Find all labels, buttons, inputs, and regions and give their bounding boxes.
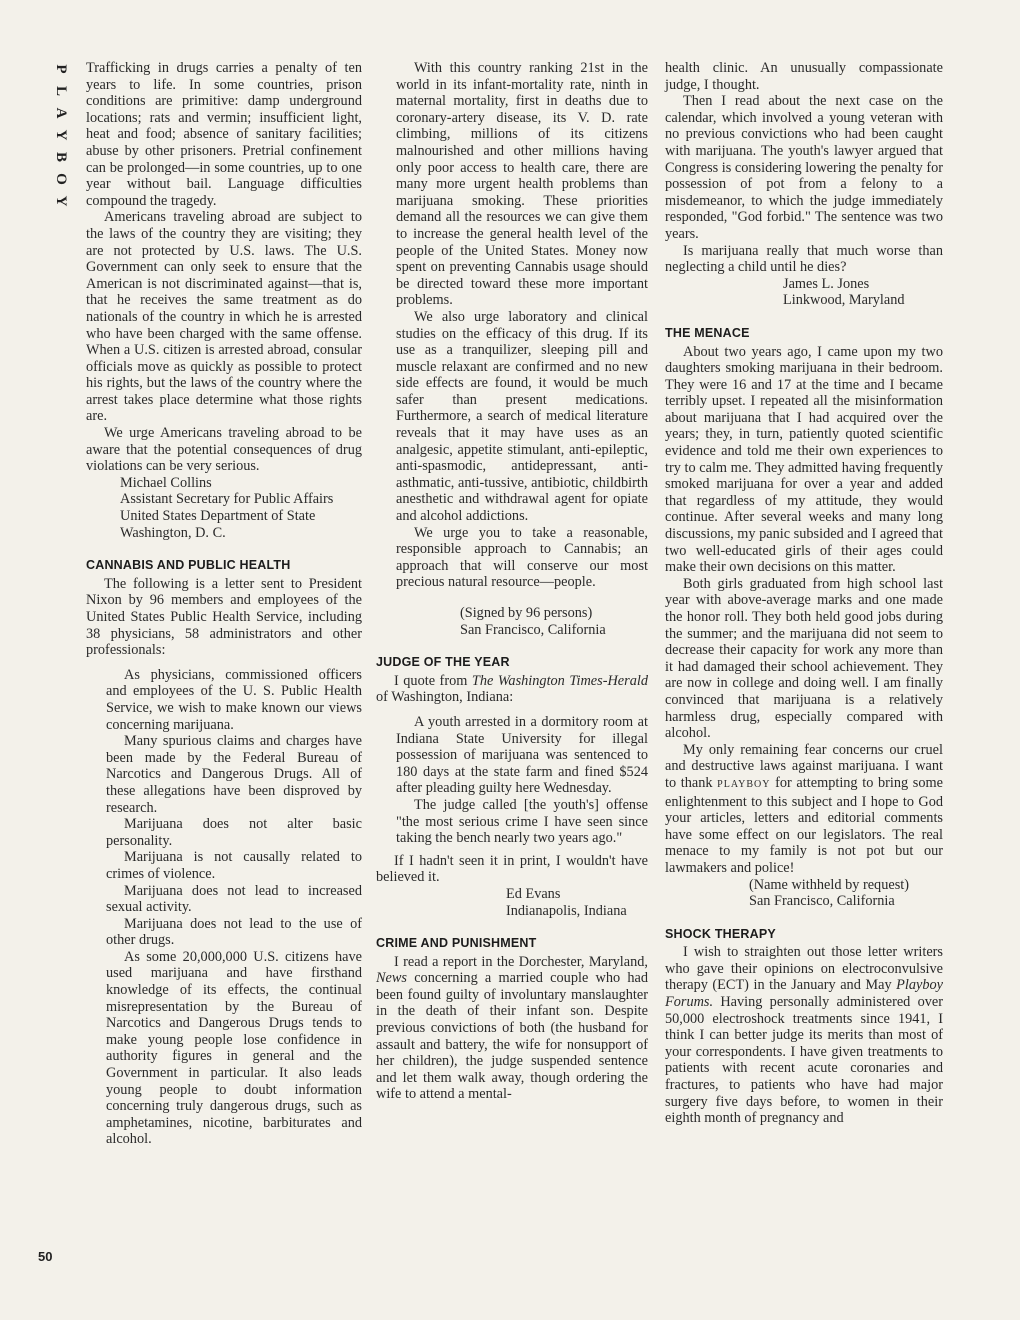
column-2 — [376, 60, 648, 1103]
magazine-name: PLAYBOY — [717, 778, 771, 790]
signature-title: United States Department of State — [120, 508, 316, 525]
quote-paragraph: Many spurious claims and charges have been made by the Federal Bureau of Narcotics and Dangerous Drugs. All of these allegations have been disproved by research. — [106, 733, 362, 816]
signature-place: Linkwood, Maryland — [783, 292, 905, 309]
section-heading-menace: THE MENACE — [665, 325, 750, 340]
masthead-letter: B — [53, 151, 69, 162]
page-number: 50 — [38, 1249, 53, 1264]
signature-title: Assistant Secretary for Public Affairs — [120, 491, 334, 508]
quote-paragraph: Marijuana does not lead to the use of other drugs. — [106, 915, 362, 949]
quote-paragraph: Marijuana does not alter basic personality. — [106, 816, 362, 849]
masthead-letter: O — [53, 173, 69, 185]
section-heading-cannabis: CANNABIS AND PUBLIC HEALTH — [86, 558, 291, 573]
quote-paragraph: As physicians, commissioned officers and employees of the U. S. Public Health Service, we wish to make known our views concerning marijuana. — [106, 666, 362, 733]
publication-title: News — [376, 970, 407, 987]
quote-paragraph: We urge you to take a reasonable, responsible approach to Cannabis; an approach that will conserve our most precious natural resource—people. — [396, 524, 648, 591]
quote-paragraph: A youth arrested in a dormitory room at Indiana State University for illegal possession of marijuana was sentenced to 180 days at the state farm and fined $524 after pleading guilty here Wednesday. — [396, 713, 648, 797]
paragraph: Then I read about the next case on the calendar, which involved a young veteran with no previous convictions who had been caught with marijuana. The youth's lawyer argued that Congress is considering lowering the penalty for possession of pot from a felony to a misdemeanor, to which the judge immediately responded, "God forbid." The sentence was two years. — [665, 93, 943, 242]
letter-quote — [86, 667, 362, 1148]
paragraph: The following is a letter sent to President Nixon by 96 members and employees of the United States Public Health Service, including 38 physicians, 58 administrators and other professionals: — [86, 575, 362, 659]
quote-paragraph: Marijuana does not lead to increased sexual activity. — [106, 882, 362, 916]
letter-quote-cont — [376, 60, 648, 591]
signature-name: James L. Jones — [783, 275, 870, 292]
paragraph: We urge Americans traveling abroad to be aware that the potential consequences of drug violations can be very serious. — [86, 425, 362, 475]
signature-name: Michael Collins — [120, 474, 212, 491]
paragraph: I wish to straighten out those letter writers who gave their opinions on electroconvulsive therapy (ECT) in the January and May Playboy Forums. Having personally administered over 50,000 electroshock treatments since 1941, I think I can better judge its merits than most of your correspondents. I have given treatments to patients with recent acute coronaries and fractures, to patients who have had major surgery five days before, to women in their eighth month of pregnancy and — [665, 944, 943, 1127]
signature-place: Indianapolis, Indiana — [506, 902, 627, 919]
section-heading-judge: JUDGE OF THE YEAR — [376, 655, 510, 670]
signature-place: San Francisco, California — [460, 621, 606, 638]
paragraph: Both girls graduated from high school last year with above-average marks and one made the honor roll. They both held good jobs during the summer; and the marijuana did not seem to decrease their capacity for work any more than it had damaged their school achievement. They are now in college and doing well. I am finally convinced that marijuana is a relatively harmless drug, especially compared with alcohol. — [665, 575, 943, 742]
masthead-letter: A — [53, 107, 69, 119]
quote-paragraph: Marijuana is not causally related to crimes of violence. — [106, 849, 362, 882]
signature-place: Washington, D. C. — [120, 524, 226, 541]
quote-paragraph: The judge called [the youth's] offense "the most serious crime I have seen since taking the bench nearly two years ago." — [396, 796, 648, 847]
paragraph: Is marijuana really that much worse than neglecting a child until he dies? — [665, 242, 943, 276]
quote-paragraph: With this country ranking 21st in the world in its infant-mortality rate, ninth in maternal mortality, first in deaths due to coronary-artery disease, its V. D. rate climbing, millions of its citizens malnourished and other millions having only poor access to health care, there are many more urgent health problems than marijuana smoking. These priorities demand all the resources we can give them to increase the general health level of the people of the United States. Money now spent on preventing Cannabis usage should be directed toward these more important problems. — [396, 60, 648, 309]
section-heading-shock: SHOCK THERAPY — [665, 926, 776, 941]
paragraph: Trafficking in drugs carries a penalty of ten years to life. In some countries, prison conditions are primitive: damp underground locations; rats and vermin; insufficient light, heat and food; absence of sanitary facilities; abuse by other prisoners. Pretrial confinement can be prolonged—in some countries, up to one year without bail. Language difficulties compound the tragedy. — [86, 60, 362, 209]
paragraph: Americans traveling abroad are subject to the laws of the country they are visiting; they are not protected by U.S. laws. The U.S. Government can only seek to ensure that the American is not discriminated against—that is, that he receives the same treatment as do nationals of the country in which he is arrested who have been charged with the same offense. When a U.S. citizen is arrested abroad, consular officials move as quickly as possible to protect his rights, but the laws of the country where the arrest takes place determine what those rights are. — [86, 209, 362, 425]
signature-name: (Signed by 96 persons) — [460, 605, 593, 621]
quote-paragraph: We also urge laboratory and clinical studies on the efficacy of this drug. If its use as a tranquilizer, sleeping pill and muscle relaxant are confirmed and no new side effects are found, it would be much safer than present medications. Furthermore, a search of medical literature reveals that it may have uses as an analgesic, appetite stimulant, anti-epileptic, anti-spasmodic, antidepressant, anti-asthmatic, anti-tussive, antibiotic, childbirth anesthetic and withdrawal agent for opiate and alcohol addictions. — [396, 308, 648, 525]
publication-title: The Washington Times-Herald — [471, 672, 648, 689]
column-1 — [86, 60, 362, 1154]
section-heading-crime: CRIME AND PUNISHMENT — [376, 936, 537, 951]
paragraph: I read a report in the Dorchester, Maryland, News concerning a married couple who had been found guilty of involuntary manslaughter in the death of their infant son. Despite previous convictions of both (the husband for assault and battery, the wife for nonsupport of her children), the judge suspended sentence and let them walk away, though ordering the wife to attend a mental- — [376, 953, 648, 1103]
masthead-letter: L — [53, 85, 69, 96]
paragraph: My only remaining fear concerns our cruel and destructive laws against marijuana. I want to thank PLAYBOY for attempting to bring some enlightenment to this subject and I hope to God your articles, letters and editorial comments have some effect on our legislators. The real menace to my family is not pot but our lawmakers and police! — [665, 741, 943, 876]
masthead-letter: Y — [53, 195, 69, 207]
column-3 — [665, 60, 943, 1127]
paragraph: If I hadn't seen it in print, I wouldn't have believed it. — [376, 852, 648, 886]
paragraph: About two years ago, I came upon my two daughters smoking marijuana in their bedroom. They were 16 and 17 at the time and I became terribly upset. I repeated all the misinformation about marijuana that I had acquired over the years; they, in turn, patiently quoted scientific evidence and told me their own experiences to try to calm me. They admitted having frequently smoked marijuana for over a year and added that regardless of my attitude, they would continue. After several weeks and many long discussions, my panic subsided and I agreed that two well-educated girls of their ages could make their own decisions on this matter. — [665, 343, 943, 576]
paragraph: health clinic. An unusually compassionate judge, I thought. — [665, 60, 943, 93]
masthead-letter: Y — [53, 129, 69, 141]
signature-place: San Francisco, California — [749, 893, 895, 910]
news-quote — [376, 714, 648, 847]
masthead-letter: P — [53, 64, 69, 74]
quote-paragraph: As some 20,000,000 U.S. citizens have used marijuana and have firsthand knowledge of its effects, the continual misrepresentation by the Bureau of Narcotics and Dangerous Drugs tends to make young people lose confidence in authority figures in general and the Government in particular. It also leads young people to doubt information concerning truly dangerous drugs, such as amphetamines, nicotine, barbiturates and alcohol. — [106, 948, 362, 1148]
signature-name: (Name withheld by request) — [749, 876, 909, 893]
masthead-vertical — [50, 58, 72, 212]
paragraph: I quote from The Washington Times-Herald of Washington, Indiana: — [376, 672, 648, 706]
signature-name: Ed Evans — [506, 885, 561, 902]
publication-title: Playboy Forums. — [665, 977, 943, 1011]
